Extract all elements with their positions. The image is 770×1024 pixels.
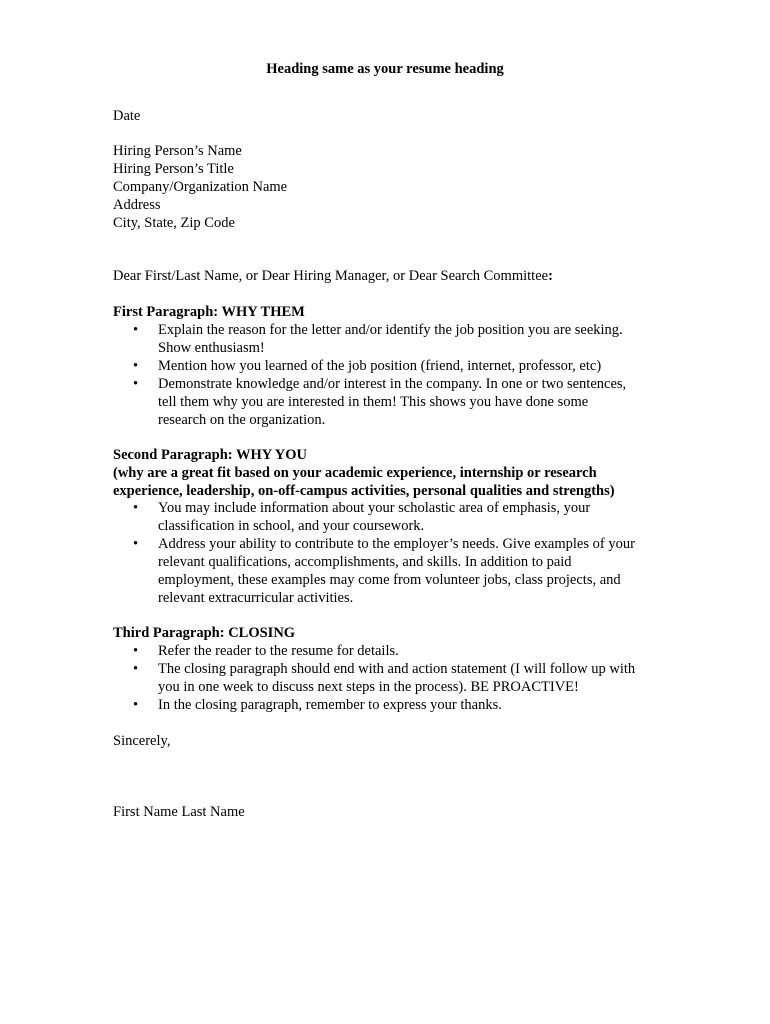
third-paragraph-title: Third Paragraph: CLOSING [113,625,296,641]
first-paragraph-bullets [113,321,673,429]
bullet-icon: • [133,661,139,677]
bullet-text-line: employment, these examples may come from volunteer jobs, class projects, and [158,572,621,588]
bullet-text [158,642,673,660]
bullet-text-line: The closing paragraph should end with and action statement (I will follow up with [158,661,636,677]
bullet-text-line: relevant qualifications, accomplishments, and skills. In addition to paid [158,554,572,570]
date-line: Date [113,108,141,124]
bullet-text-line: Show enthusiasm! [158,340,265,356]
bullet-text-line: tell them why you are interested in them! This shows you have done some [158,394,589,410]
closing-line: Sincerely, [113,733,171,749]
bullet-text [158,321,673,357]
second-paragraph-subtitle-2: experience, leadership, on-off-campus activities, personal qualities and strengths) [113,483,615,499]
bullet-icon: • [133,322,139,338]
bullet-icon: • [133,358,139,374]
bullet-text-line: classification in school, and your coursework. [158,518,425,534]
bullet-icon: • [133,376,139,392]
third-paragraph-bullets [113,642,673,714]
bullet-text-line: Mention how you learned of the job position (friend, internet, professor, etc) [158,358,602,374]
bullet-item [113,660,673,696]
recipient-city-state-zip: City, State, Zip Code [113,215,235,231]
bullet-text-line: Demonstrate knowledge and/or interest in the company. In one or two sentences, [158,376,627,392]
bullet-text [158,696,673,714]
recipient-name: Hiring Person’s Name [113,143,242,159]
salutation [113,267,553,285]
recipient-address: Address [113,197,161,213]
bullet-item [113,696,673,714]
bullet-text-line: relevant extracurricular activities. [158,590,354,606]
bullet-text-line: Refer the reader to the resume for details. [158,643,399,659]
second-paragraph-title: Second Paragraph: WHY YOU [113,447,308,463]
bullet-icon: • [133,697,139,713]
bullet-text-line: Address your ability to contribute to the employer’s needs. Give examples of your [158,536,635,552]
salutation-text: Dear First/Last Name, or Dear Hiring Manager, or Dear Search Committee [113,268,549,284]
salutation-colon: : [548,268,553,284]
recipient-company: Company/Organization Name [113,179,288,195]
second-paragraph-bullets [113,499,673,607]
recipient-title: Hiring Person’s Title [113,161,234,177]
bullet-text-line: research on the organization. [158,412,326,428]
bullet-text [158,535,673,607]
bullet-item [113,499,673,535]
bullet-item [113,642,673,660]
bullet-icon: • [133,643,139,659]
bullet-item [113,357,673,375]
bullet-icon: • [133,536,139,552]
bullet-item [113,321,673,357]
bullet-text [158,375,673,429]
bullet-text [158,357,673,375]
letter-heading: Heading same as your resume heading [266,61,504,77]
bullet-text-line: You may include information about your scholastic area of emphasis, your [158,500,591,516]
bullet-item [113,535,673,607]
bullet-text [158,660,673,696]
bullet-item [113,375,673,429]
bullet-text-line: you in one week to discuss next steps in the process). BE PROACTIVE! [158,679,579,695]
bullet-text [158,499,673,535]
bullet-text-line: Explain the reason for the letter and/or identify the job position you are seeking. [158,322,623,338]
first-paragraph-title: First Paragraph: WHY THEM [113,304,305,320]
signature-name: First Name Last Name [113,804,245,820]
second-paragraph-subtitle-1: (why are a great fit based on your academic experience, internship or research [113,465,597,481]
bullet-icon: • [133,500,139,516]
bullet-text-line: In the closing paragraph, remember to express your thanks. [158,697,502,713]
